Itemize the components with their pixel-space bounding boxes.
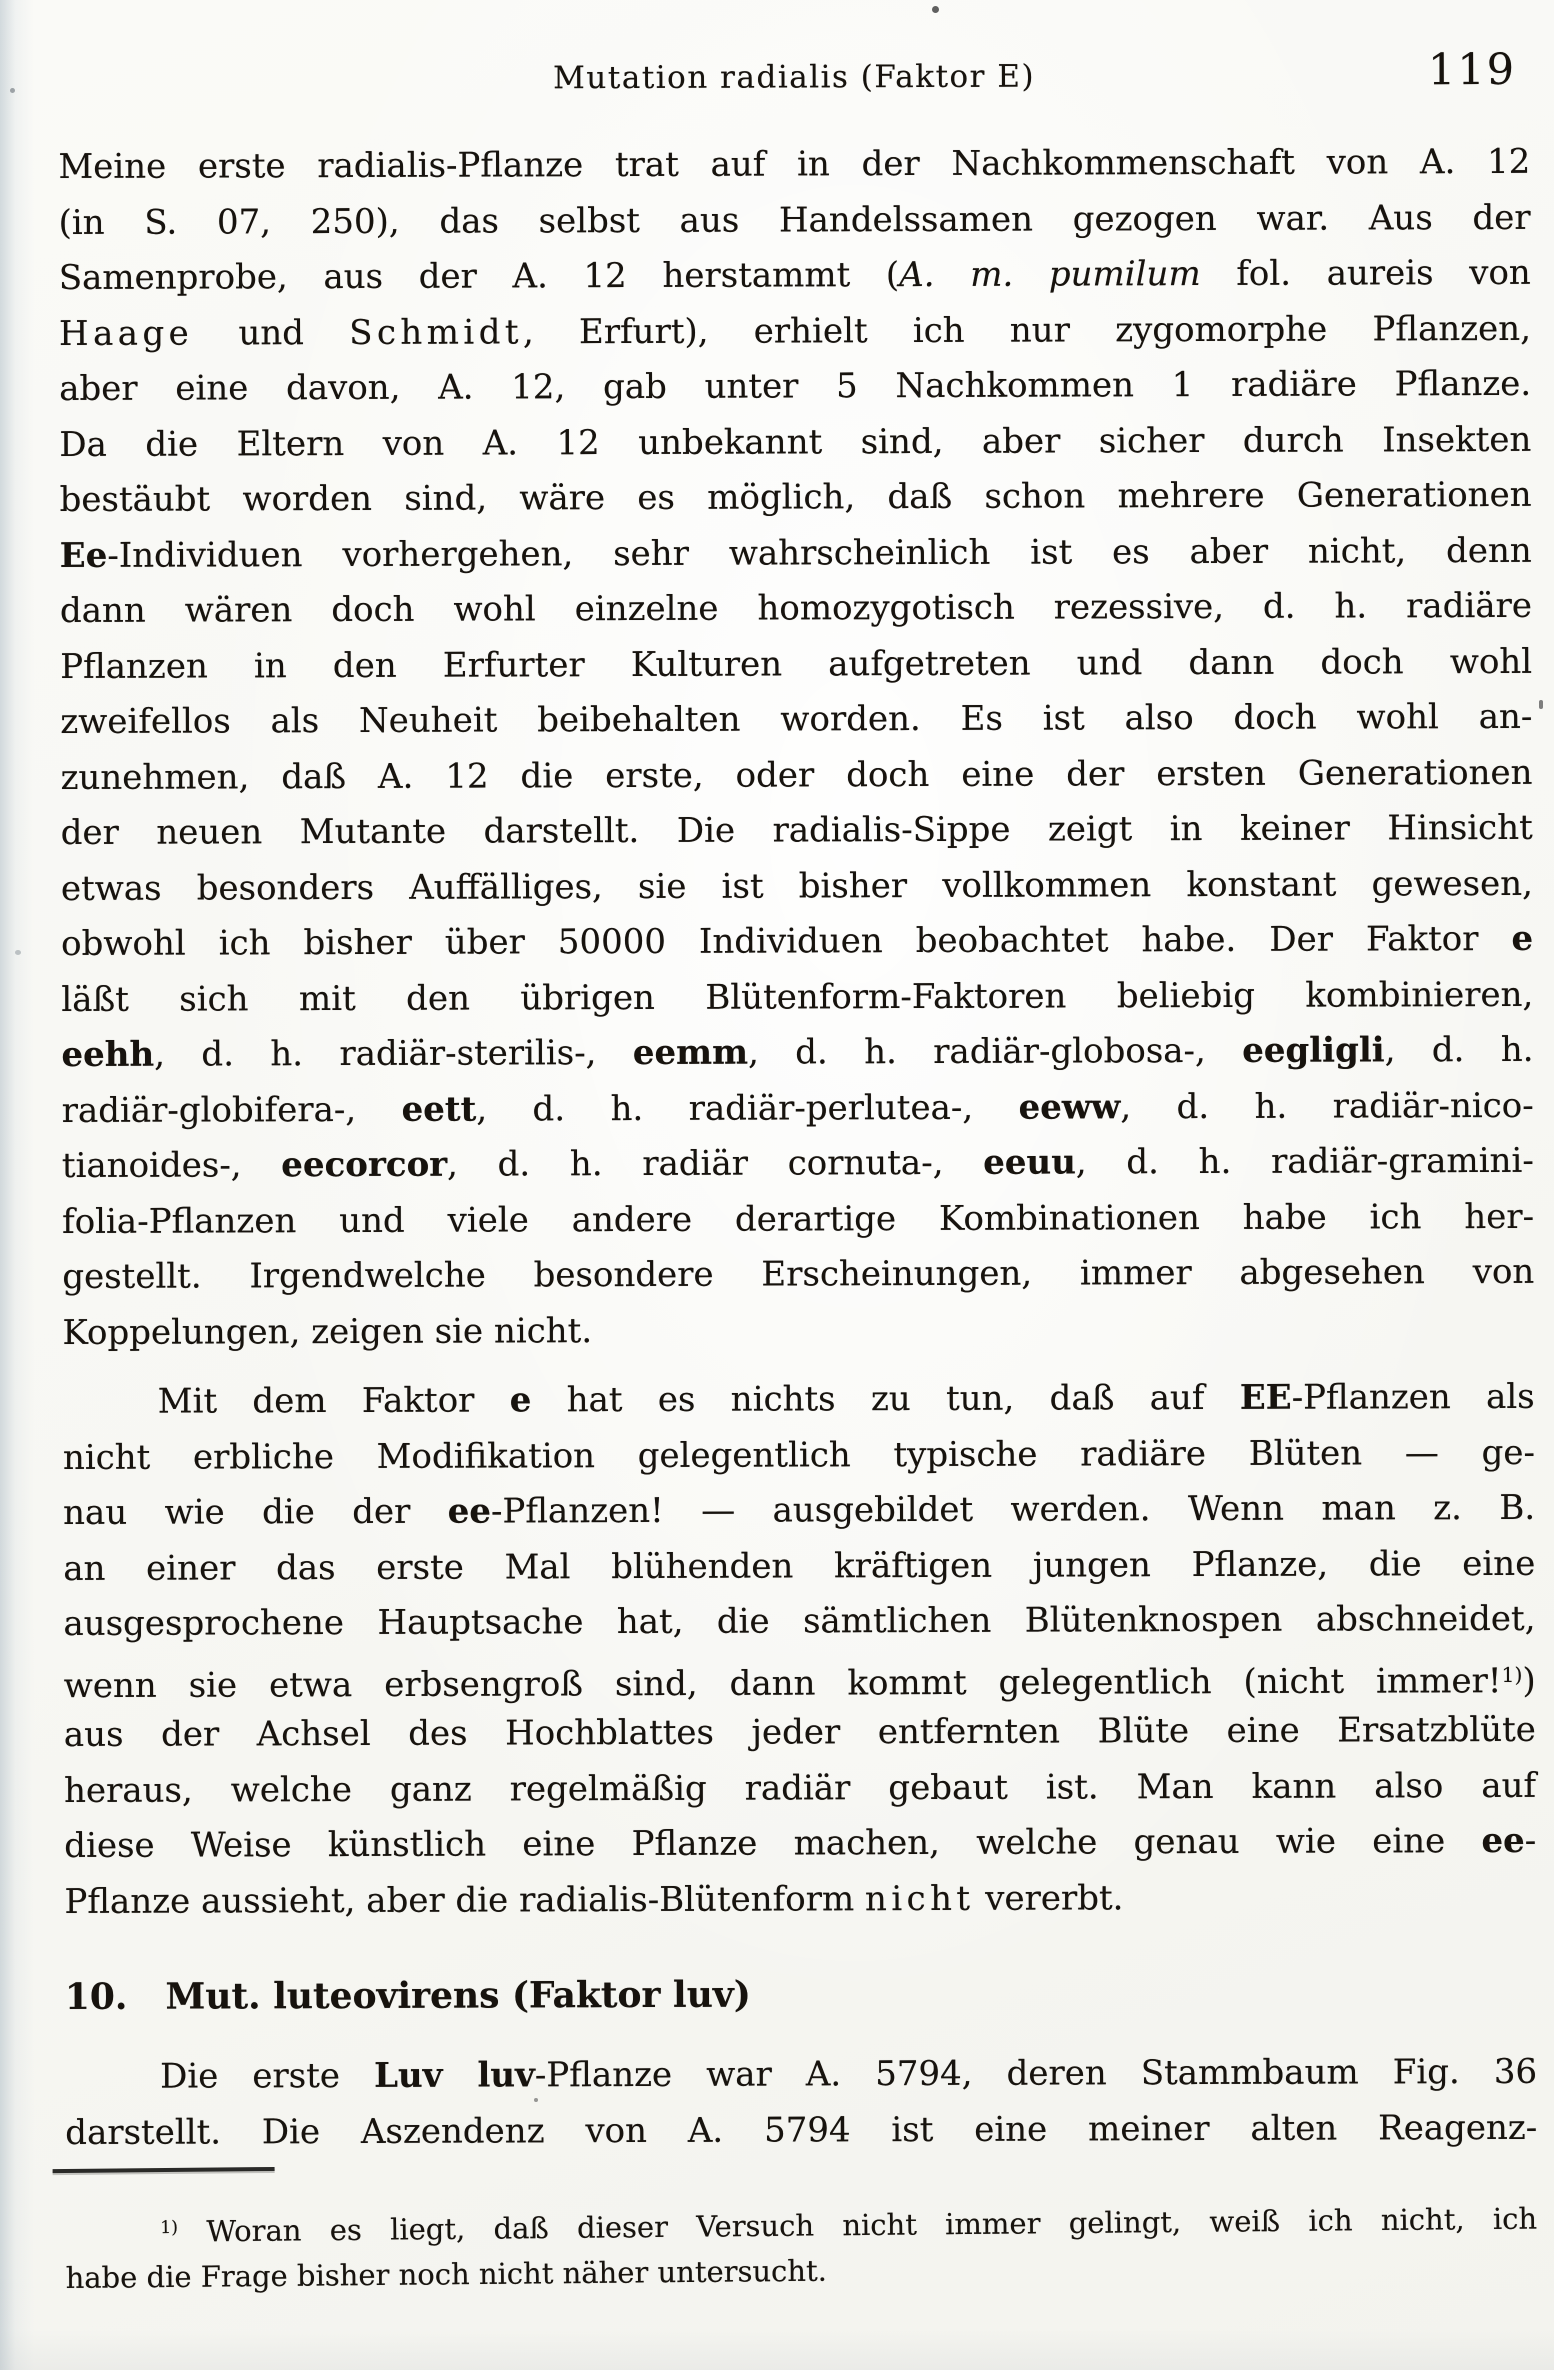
footnote: [65, 2191, 1538, 2303]
text-line: [59, 246, 1531, 307]
text-line: [62, 1300, 1534, 1361]
text-line: [61, 912, 1533, 973]
text-segment: Koppelungen, zeigen sie nicht.: [62, 1310, 593, 1353]
text-segment: ee: [447, 1491, 492, 1532]
text-segment: , d. h. radiär-globosa-,: [747, 1030, 1243, 1073]
text-line: [59, 190, 1531, 251]
text-segment: aus der Achsel des Hochblattes jeder entfernten Blüte eine Ersatzblüte: [63, 1709, 1536, 1755]
text-segment: Pflanze aussieht, aber die radialis-Blütenform: [64, 1878, 866, 1922]
text-line: [60, 579, 1532, 640]
text-segment: eehh: [61, 1034, 155, 1075]
text-segment: e: [1511, 918, 1534, 959]
section-paragraphs: [65, 2045, 1537, 2161]
text-segment: heraus, welche ganz regelmäßig radiär gebaut ist. Man kann also auf: [64, 1765, 1537, 1811]
paragraph: [65, 2045, 1537, 2161]
text-segment: wenn sie etwa erbsengroß sind, dann kommt gelegentlich (nicht immer!: [63, 1660, 1502, 1706]
text-segment: und: [193, 312, 350, 354]
text-segment: vererbt.: [974, 1877, 1124, 1919]
text-segment: habe die Frage bisher noch nicht näher untersucht.: [65, 2253, 828, 2295]
text-segment: Ee: [59, 535, 108, 576]
text-line: [59, 301, 1531, 362]
text-line: [63, 1481, 1535, 1542]
paragraph: [63, 1370, 1537, 1930]
text-line: [61, 1023, 1533, 1084]
text-segment: 1): [1501, 1662, 1523, 1687]
text-line: [65, 2100, 1537, 2161]
running-header-title: Mutation radialis (Faktor E): [553, 58, 1036, 97]
text-line: [64, 1758, 1536, 1819]
text-line: [59, 468, 1531, 529]
scan-speck: [10, 88, 15, 93]
text-segment: Luv luv: [373, 2055, 535, 2096]
text-segment: tianoides-,: [61, 1145, 282, 1186]
text-segment: Samenprobe, aus der A. 12 herstammt (: [58, 255, 900, 298]
text-line: [60, 634, 1532, 695]
text-segment: , d. h. radiär-nico-: [1120, 1085, 1534, 1127]
text-segment: , d. h. radiär-gramini-: [1075, 1140, 1534, 1183]
text-segment: etwas besonders Auffälliges, sie ist bisher vollkommen konstant gewesen,: [60, 863, 1533, 909]
text-segment: Da die Eltern von A. 12 unbekannt sind, aber sicher durch Insekten: [59, 419, 1532, 465]
text-line: [62, 1134, 1534, 1195]
text-line: [64, 1647, 1536, 1708]
text-segment: eett: [401, 1089, 477, 1130]
text-segment: Meine erste radialis-Pflanze trat auf in der Nachkommenschaft von A. 12: [58, 141, 1531, 187]
text-segment: aber eine davon, A. 12, gab unter 5 Nachkommen 1 radiäre Pflanze.: [59, 363, 1532, 409]
text-segment: 1): [160, 2217, 179, 2239]
text-line: [58, 135, 1530, 196]
text-line: [60, 745, 1532, 806]
text-segment: -Pflanzen! — ausgebildet werden. Wenn man z. B.: [490, 1487, 1536, 1532]
text-segment: A. m. pumilum: [899, 254, 1201, 296]
text-line: [63, 1370, 1535, 1431]
text-segment: eeww: [1018, 1086, 1121, 1128]
text-segment: Woran es liegt, daß dieser Versuch nicht immer gelingt, weiß ich nicht, ich: [177, 2201, 1538, 2249]
text-segment: -Pflanzen als: [1291, 1376, 1535, 1418]
text-segment: eemm: [632, 1032, 749, 1073]
text-segment: der neuen Mutante darstellt. Die radialis-Sippe zeigt in keiner Hinsicht: [60, 807, 1533, 853]
text-line: [61, 856, 1533, 917]
text-line: [64, 1814, 1536, 1875]
text-segment: -Pflanze war A. 5794, deren Stammbaum Fig. 36: [534, 2051, 1538, 2096]
text-segment: e: [509, 1380, 532, 1421]
scan-speck: [15, 950, 21, 955]
text-line: [61, 801, 1533, 862]
footnote-rule: [53, 2167, 275, 2173]
page-number: 119: [1427, 44, 1517, 96]
text-segment: nau wie die der: [63, 1491, 448, 1533]
text-segment: Haage: [58, 313, 194, 354]
text-line: [62, 1189, 1534, 1250]
text-segment: zweifellos als Neuheit beibehalten worden. Es ist also doch wohl an-: [60, 696, 1533, 742]
text-segment: , d. h. radiär-perlutea-,: [476, 1087, 1019, 1130]
scan-speck: [932, 6, 939, 13]
text-segment: eecorcor: [281, 1144, 448, 1186]
scan-edge-shadow-bottom: [0, 2330, 1554, 2370]
text-segment: (in S. 07, 250), das selbst aus Handelssamen gezogen war. Aus der: [58, 197, 1531, 243]
text-segment: diese Weise künstlich eine Pflanze machen, welche genau wie eine: [64, 1821, 1482, 1866]
text-line: [60, 690, 1532, 751]
text-segment: dann wären doch wohl einzelne homozygotisch rezessive, d. h. radiäre: [59, 585, 1533, 631]
text-segment: fol. aureis von: [1200, 252, 1531, 295]
text-segment: gestellt. Irgendwelche besondere Erscheinungen, immer abgesehen von: [62, 1251, 1535, 1297]
text-line: [60, 523, 1532, 584]
text-segment: nicht: [864, 1878, 975, 1919]
text-segment: , d. h. radiär cornuta-,: [447, 1142, 984, 1185]
text-line: [59, 357, 1531, 418]
text-segment: -: [1524, 1820, 1537, 1861]
footnote-area: [65, 2155, 1538, 2303]
text-segment: -Individuen vorhergehen, sehr wahrscheinlich ist es aber nicht, denn: [107, 530, 1532, 576]
text-line: [63, 1592, 1535, 1653]
text-segment: an einer das erste Mal blühenden kräftigen jungen Pflanze, die eine: [63, 1543, 1536, 1589]
text-line: [61, 967, 1533, 1028]
text-segment: eeuu: [983, 1142, 1076, 1183]
text-segment: , d. h.: [1384, 1029, 1534, 1071]
text-segment: Schmidt: [349, 311, 524, 353]
text-segment: Pflanzen in den Erfurter Kulturen aufgetreten und dann doch wohl: [60, 641, 1533, 687]
text-segment: bestäubt worden sind, wäre es möglich, daß schon mehrere Generationen: [59, 474, 1532, 520]
section-title: Mut. luteovirens (Faktor luv): [165, 1973, 751, 2018]
text-segment: läßt sich mit den übrigen Blütenform-Faktoren beliebig kombinieren,: [61, 974, 1534, 1020]
section-number: 10.: [64, 1975, 128, 2018]
text-segment: eegligli: [1242, 1030, 1385, 1071]
text-segment: nicht erbliche Modifikation gelegentlich typische radiäre Blüten — ge-: [62, 1432, 1535, 1478]
scan-speck: [1539, 700, 1543, 709]
text-segment: radiär-globifera-,: [61, 1089, 402, 1131]
text-segment: hat es nichts zu tun, daß auf: [531, 1377, 1240, 1421]
text-segment: ): [1522, 1660, 1536, 1701]
paragraph: [58, 135, 1534, 1361]
text-line: [64, 1869, 1536, 1930]
paragraph: [65, 2191, 1538, 2303]
text-segment: EE: [1239, 1377, 1292, 1418]
section-heading: [65, 1965, 1537, 2025]
text-segment: zunehmen, daß A. 12 die erste, oder doch eine der ersten Generationen: [60, 752, 1533, 798]
text-line: [65, 2045, 1537, 2106]
text-segment: Mit dem Faktor: [157, 1380, 510, 1422]
text-segment: folia-Pflanzen und viele andere derartige Kombinationen habe ich her-: [62, 1196, 1535, 1242]
text-line: [59, 412, 1531, 473]
text-segment: darstellt. Die Aszendenz von A. 5794 ist eine meiner alten Reagenz-: [65, 2107, 1538, 2153]
page-content: [58, 45, 1538, 2303]
body-paragraphs: [58, 135, 1536, 1930]
text-segment: Die erste: [160, 2055, 375, 2097]
text-line: [62, 1078, 1534, 1139]
text-segment: ee: [1481, 1820, 1525, 1862]
text-line: [63, 1536, 1535, 1597]
text-line: [63, 1425, 1535, 1486]
scan-edge-shadow: [0, 0, 34, 2370]
text-segment: obwohl ich bisher über 50000 Individuen beobachtet habe. Der Faktor: [61, 918, 1512, 964]
running-header: [58, 45, 1530, 116]
text-line: [62, 1245, 1534, 1306]
text-line: [64, 1703, 1536, 1764]
text-segment: ausgesprochene Hauptsache hat, die sämtlichen Blütenknospen abschneidet,: [63, 1598, 1536, 1644]
text-segment: , Erfurt), erhielt ich nur zygomorphe Pflanzen,: [522, 308, 1532, 352]
text-segment: , d. h. radiär-sterilis-,: [154, 1032, 633, 1075]
